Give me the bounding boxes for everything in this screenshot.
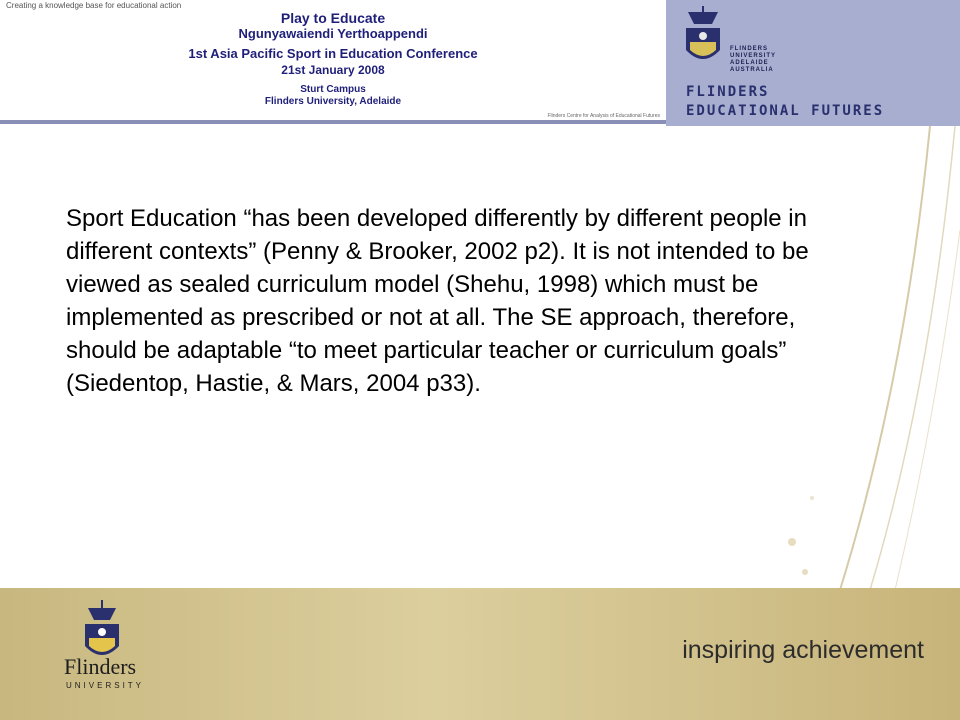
banner-rule xyxy=(0,120,666,124)
university-crest-icon xyxy=(682,6,724,68)
centre-note: Flinders Centre for Analysis of Educational Futures xyxy=(547,113,660,119)
header-banner xyxy=(0,0,960,126)
conference-name: 1st Asia Pacific Sport in Education Conference xyxy=(188,46,478,61)
conference-title: Play to Educate xyxy=(280,10,386,26)
conference-date: 21st January 2008 xyxy=(281,63,385,77)
footer-logo-sub: UNIVERSITY xyxy=(66,681,145,690)
footer-logo-word: Flinders xyxy=(64,654,137,679)
conference-banner xyxy=(0,0,666,126)
fef-title-line2: EDUCATIONAL FUTURES xyxy=(686,103,885,119)
fef-title-line1: FLINDERS xyxy=(686,84,770,100)
conference-venue: Sturt Campus xyxy=(300,84,366,95)
slide-body-text: Sport Education “has been developed differently by different people in different contexts” (Penny & Brooker, 2002 p2). It is not intended to be viewed as sealed curriculum model (Shehu, 1998) which must be implemented as prescribed or not at all. The SE approach, therefore, should be adaptable “to meet particular teacher or curriculum goals” (Siedentop, Hastie, & Mars, 2004 p33). xyxy=(66,205,809,397)
conference-title-indigenous: Ngunyawaiendi Yerthoappendi xyxy=(238,26,428,41)
tagline: Creating a knowledge base for educational action xyxy=(6,1,182,10)
conference-location: Flinders University, Adelaide xyxy=(264,96,402,107)
university-name-top: FLINDERS UNIVERSITY ADELAIDE AUSTRALIA xyxy=(730,46,777,73)
footer-band xyxy=(0,588,960,720)
footer-slogan: inspiring achievement xyxy=(682,636,924,664)
